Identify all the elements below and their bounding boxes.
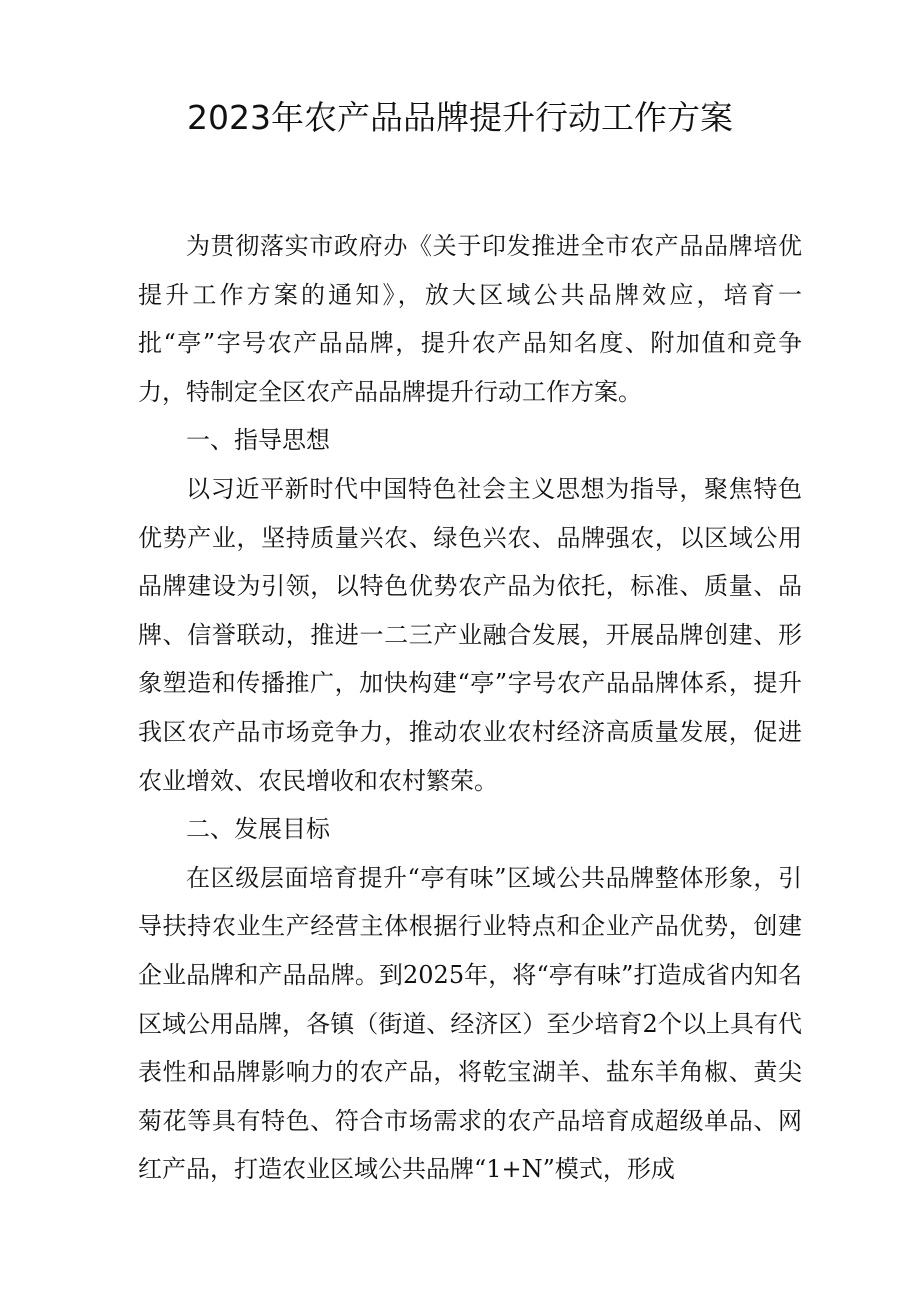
document-body: [138, 222, 802, 1194]
document-title: 2023年农产品品牌提升行动工作方案: [187, 98, 733, 137]
development-goals-paragraph: 在区级层面培育提升“亭有味”区域公共品牌整体形象，引导扶持农业生产经营主体根据行业特点和企业产品优势，创建企业品牌和产品品牌。到2025年，将“亭有味”打造成省内知名区域公用品牌，各镇（街道、经济区）至少培育2个以上具有代表性和品牌影响力的农产品，将乾宝湖羊、盐东羊角椒、黄尖菊花等具有特色、符合市场需求的农产品培育成超级单品、网红产品，打造农业区域公共品牌“1+N”模式，形成: [138, 863, 802, 1184]
guiding-ideology-paragraph: 以习近平新时代中国特色社会主义思想为指导，聚焦特色优势产业，坚持质量兴农、绿色兴农、品牌强农，以区域公用品牌建设为引领，以特色优势农产品为依托，标准、质量、品牌、信誉联动，推进一二三产业融合发展，开展品牌创建、形象塑造和传播推广，加快构建“亭”字号农产品品牌体系，提升我区农产品市场竞争力，推动农业农村经济高质量发展，促进农业增效、农民增收和农村繁荣。: [138, 474, 802, 795]
section-heading-development-goals: 二、发展目标: [186, 815, 330, 844]
section-heading-guiding-ideology: 一、指导思想: [186, 426, 330, 455]
intro-paragraph: 为贯彻落实市政府办《关于印发推进全市农产品品牌培优提升工作方案的通知》，放大区域公共品牌效应，培育一批“亭”字号农产品品牌，提升农产品知名度、附加值和竞争力，特制定全区农产品品牌提升行动工作方案。: [138, 232, 802, 406]
